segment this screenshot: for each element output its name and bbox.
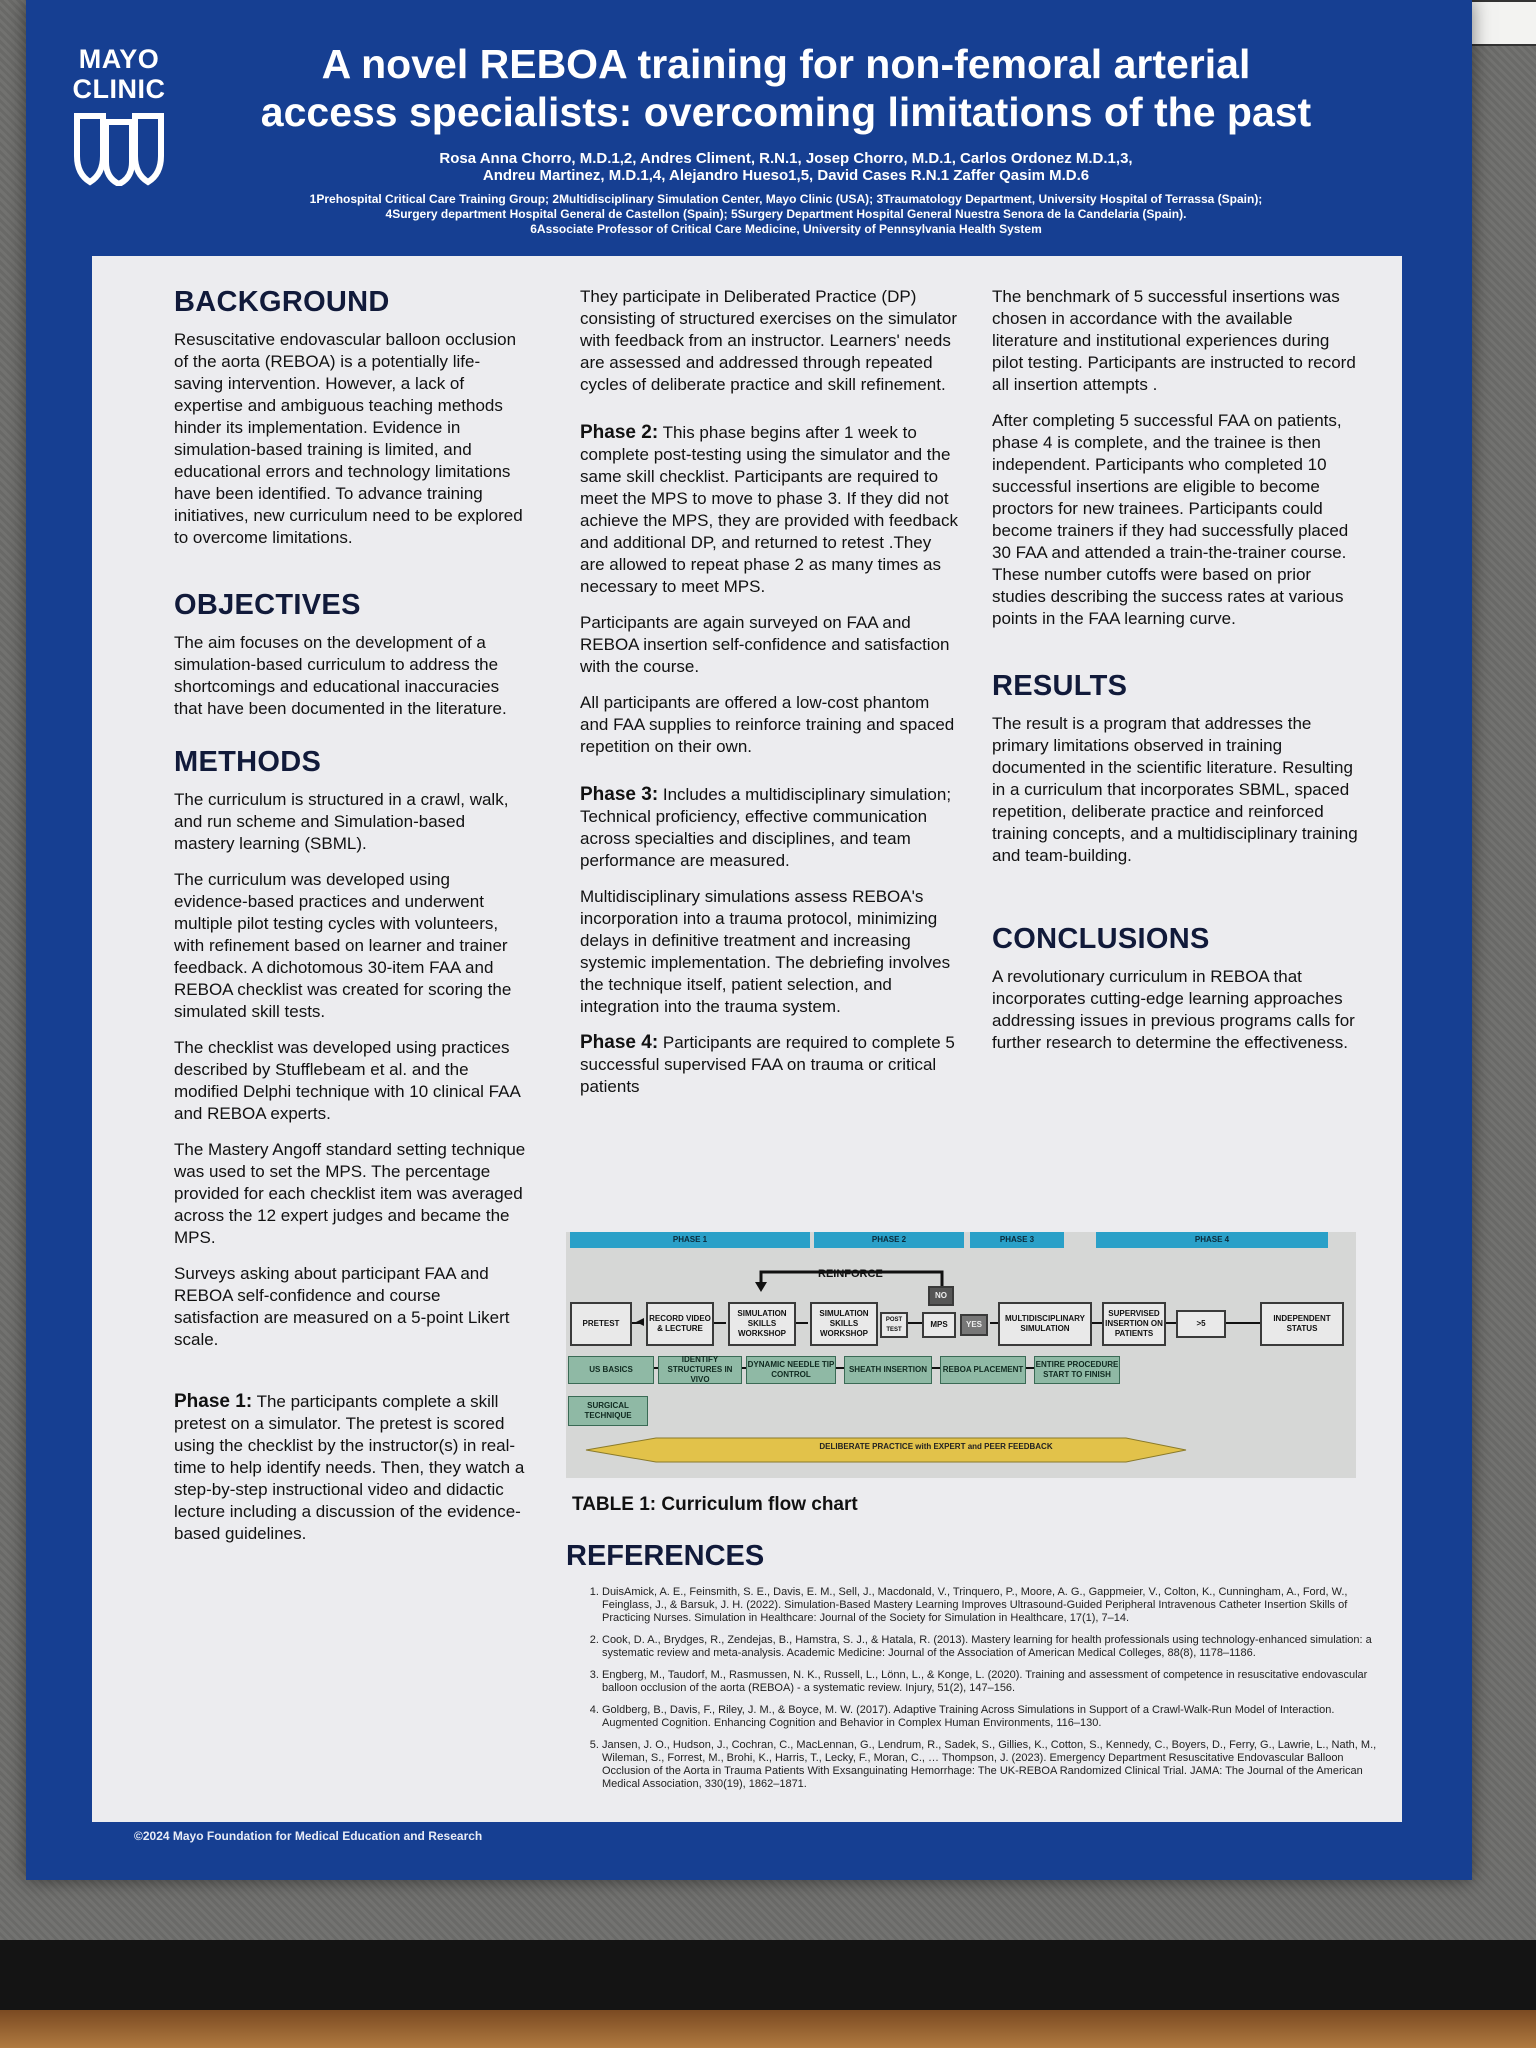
methods-p2: The curriculum was developed using evidence-based practices and underwent multiple pilot testing cycles with volunteers, with refinement based on learner and trainer feedback. A dichotomous 30-item FAA and REBOA checklist was created for scoring the simulated skill tests. [174, 870, 512, 1021]
poster [26, 0, 1472, 1880]
affiliations [166, 192, 1406, 237]
reference-item: 3. Engberg, M., Taudorf, M., Rasmussen, N. K., Russell, L., Lönn, L., & Konge, L. (2020). Training and assessment of competence in resuscitative endovascular balloon occlusion of the aorta (REBOA) - a systematic review. Injury, 51(2), 147–156. [602, 1669, 1392, 1695]
results-heading: RESULTS [992, 670, 1128, 702]
col3-p2: After completing 5 successful FAA on patients, phase 4 is complete, and the trainee is then independent. Participants who completed 10 successful insertions are eligible to become proctors for new trainees. Participants could become trainers if they had successfully placed 30 FAA and attended a train-the-trainer course. These number cutoffs were based on prior studies describing the success rates at various points in the FAA learning curve. [992, 411, 1349, 628]
deliberate-practice-label: DELIBERATE PRACTICE with EXPERT and PEER FEEDBACK [819, 1442, 1053, 1451]
flow-yes: YES [960, 1314, 988, 1336]
methods-p5: Surveys asking about participant FAA and REBOA self-confidence and course satisfaction are measured on a 5-point Likert scale. [174, 1264, 510, 1349]
title-line1: A novel REBOA training for non-femoral arterial [321, 41, 1251, 87]
phase4-text: Participants are required to complete 5 successful supervised FAA on trauma or critical patients [580, 1033, 955, 1096]
methods-p1: The curriculum is structured in a crawl, walk, and run scheme and Simulation-based mastery learning (SBML). [174, 790, 509, 853]
phase4-label: Phase 4: [580, 1032, 659, 1053]
phase-1-bar: PHASE 1 [570, 1232, 810, 1248]
title-line2: access specialists: overcoming limitations of the past [260, 89, 1312, 135]
phase2-paragraph [580, 422, 960, 598]
column-3 [992, 286, 1362, 1068]
methods-p3: The checklist was developed using practices described by Stufflebeam et al. and the modified Delphi technique with 10 clinical FAA and REBOA experts. [174, 1038, 520, 1123]
reference-item: 5. Jansen, J. O., Hudson, J., Cochran, C., MacLennan, G., Lendrum, R., Sadek, S., Gillies, K., Cotton, S., Kennedy, C., Boyers, D., Ferry, G., Lawrie, L., Nath, M., Wileman, S., Forrest, M., Brohi, K., Harris, T., Lecky, F., Moran, C., … Thompson, J. (2023). Emergency Department Resuscitative Endovascular Balloon Occlusion of the Aorta in Trauma Patients With Exsanguinating Hemorrhage: The UK-REBOA Randomized Clinical Trial. JAMA: The Journal of the American Medical Association, 330(19), 1862–1871. [602, 1739, 1392, 1791]
flow-pretest: PRETEST [570, 1302, 632, 1346]
col2-p1: They participate in Deliberated Practice (DP) consisting of structured exercises on the simulator with feedback from an instructor. Learners' needs are assessed and addressed through repeated cycles of deliberate practice and skill refinement. [580, 287, 958, 394]
background-text: Resuscitative endovascular balloon occlusion of the aorta (REBOA) is a potentially life-saving intervention. However, a lack of expertise and ambiguous teaching methods hinder its implementation. Evidence in simulation-based training is limited, and educational errors and technology limitations have been identified. To advance training initiatives, new curriculum need to be explored to overcome limitations. [174, 330, 523, 547]
column-1 [174, 286, 526, 1559]
methods-heading: METHODS [174, 746, 322, 778]
authors-line2: Andreu Martinez, M.D.1,4, Alejandro Hueso1,5, David Cases R.N.1 Zaffer Qasim M.D.6 [482, 167, 1090, 184]
affiliation-line3: 6Associate Professor of Critical Care Medicine, University of Pennsylvania Health System [530, 222, 1042, 236]
flow-sim-workshop-1: SIMULATION SKILLS WORKSHOP [728, 1302, 796, 1346]
flow-independent: INDEPENDENT STATUS [1260, 1302, 1344, 1346]
methods-p4: The Mastery Angoff standard setting technique was used to set the MPS. The percentage provided for each checklist item was averaged across the 12 expert judges and became the MPS. [174, 1140, 526, 1247]
authors [186, 150, 1386, 184]
skill-needle-tip: DYNAMIC NEEDLE TIP CONTROL [746, 1356, 836, 1384]
phase-4-bar: PHASE 4 [1096, 1232, 1328, 1248]
board-frame [0, 1940, 1536, 2010]
objectives-heading: OBJECTIVES [174, 589, 361, 621]
poster-title [186, 40, 1386, 136]
logo-line2: CLINIC [72, 74, 166, 104]
skill-identify-structures: IDENTIFY STRUCTURES IN VIVO [658, 1356, 742, 1384]
flow-mps: MPS [922, 1312, 956, 1338]
col2-p2: Participants are again surveyed on FAA and REBOA insertion self-confidence and satisfaction with the course. [580, 613, 950, 676]
reference-item: 1. DuisAmick, A. E., Feinsmith, S. E., Davis, E. M., Sell, J., Macdonald, V., Trinquero, P., Moore, A. G., Gappmeier, V., Colton, K., Cunningham, A., Ford, W., Feinglass, J., & Barsuk, J. H. (2022). Simulation-Based Mastery Learning Improves Ultrasound-Guided Peripheral Intravenous Catheter Insertion Skills of Practicing Nurses. Simulation in Healthcare: Journal of the Society for Simulation in Healthcare, 17(1), 7–14. [602, 1586, 1392, 1625]
shield-icon [73, 112, 165, 186]
phase1-label: Phase 1: [174, 1391, 253, 1412]
skill-entire-procedure: ENTIRE PROCEDURE START TO FINISH [1034, 1356, 1120, 1384]
flow-posttest: POST TEST [880, 1312, 908, 1338]
authors-line1: Rosa Anna Chorro, M.D.1,2, Andres Climent, R.N.1, Josep Chorro, M.D.1, Carlos Ordonez M.D.1,3, [439, 150, 1133, 167]
skill-reboa-placement: REBOA PLACEMENT [940, 1356, 1026, 1384]
background-heading: BACKGROUND [174, 286, 390, 318]
phase1-text: The participants complete a skill pretest on a simulator. The pretest is scored using the checklist by the instructor(s) in real-time to help identify needs. Then, they watch a step-by-step instructional video and didactic lecture including a discussion of the evidence-based guidelines. [174, 1392, 525, 1543]
affiliation-line2: 4Surgery department Hospital General de Castellon (Spain); 5Surgery Department Hospital General Nuestra Senora de la Candelaria (Spain). [385, 207, 1187, 221]
col2-p3: All participants are offered a low-cost phantom and FAA supplies to reinforce training and spaced repetition on their own. [580, 693, 955, 756]
phase2-text: This phase begins after 1 week to complete post-testing using the simulator and the same skill checklist. Participants are required to meet the MPS to move to phase 3. If they did not achieve the MPS, they are provided with feedback and additional DP, and returned to retest .They are allowed to repeat phase 2 as many times as necessary to meet MPS. [580, 423, 958, 596]
conclusions-heading: CONCLUSIONS [992, 923, 1210, 955]
reference-item: 2. Cook, D. A., Brydges, R., Zendejas, B., Hamstra, S. J., & Hatala, R. (2013). Mastery learning for health professionals using technology-enhanced simulation: a systematic review and meta-analysis. Academic Medicine: Journal of the Association of American Medical Colleges, 88(8), 1178–1186. [602, 1634, 1392, 1660]
skill-us-basics: US BASICS [568, 1356, 654, 1384]
phase3-paragraph [580, 784, 960, 872]
phase2-label: Phase 2: [580, 422, 659, 443]
flow-sim-workshop-2: SIMULATION SKILLS WORKSHOP [810, 1302, 878, 1346]
flow-gt5: >5 [1176, 1310, 1226, 1338]
references-heading: REFERENCES [566, 1540, 765, 1572]
floor [0, 2010, 1536, 2048]
phase4-paragraph [580, 1032, 960, 1098]
phase-3-bar: PHASE 3 [970, 1232, 1064, 1248]
reference-item: 4. Goldberg, B., Davis, F., Riley, J. M., & Boyce, M. W. (2017). Adaptive Training Across Simulations in Support of a Crawl-Walk-Run Model of Interaction. Augmented Cognition. Enhancing Cognition and Behavior in Complex Human Environments, 116–130. [602, 1704, 1392, 1730]
phase-2-bar: PHASE 2 [814, 1232, 964, 1248]
flow-no: NO [928, 1286, 954, 1306]
phase3-label: Phase 3: [580, 784, 659, 805]
mayo-clinic-logo [64, 44, 174, 191]
poster-content [92, 256, 1402, 1822]
copyright: ©2024 Mayo Foundation for Medical Education and Research [134, 1829, 483, 1843]
phase3-text: Includes a multidisciplinary simulation; Technical proficiency, effective communication across specialties and disciplines, and team performance are measured. [580, 785, 952, 870]
skill-surgical: SURGICAL TECHNIQUE [568, 1396, 648, 1426]
skill-sheath: SHEATH INSERTION [844, 1356, 932, 1384]
results-text: The result is a program that addresses the primary limitations observed in training documented in the scientific literature. Resulting in a curriculum that incorporates SBML, spaced repetition, deliberate practice and reinforced training concepts, and a multidisciplinary training and team-building. [992, 714, 1358, 865]
flow-multidisciplinary: MULTIDISCIPLINARY SIMULATION [998, 1302, 1092, 1346]
flow-record-video: RECORD VIDEO & LECTURE [646, 1302, 714, 1346]
phase1-paragraph [174, 1391, 526, 1545]
logo-line1: MAYO [78, 44, 160, 74]
flow-supervised: SUPERVISED INSERTION ON PATIENTS [1102, 1302, 1166, 1346]
column-2 [580, 286, 960, 1112]
table-caption: TABLE 1: Curriculum flow chart [572, 1494, 858, 1515]
reinforce-label: REINFORCE [818, 1268, 883, 1280]
objectives-text: The aim focuses on the development of a simulation-based curriculum to address the shortcomings and educational inaccuracies that have been documented in the literature. [174, 633, 507, 718]
curriculum-flow-chart [566, 1232, 1356, 1478]
col3-p1: The benchmark of 5 successful insertions was chosen in accordance with the available literature and institutional experiences during pilot testing. Participants are instructed to record all insertion attempts . [992, 287, 1356, 394]
conclusions-text: A revolutionary curriculum in REBOA that incorporates cutting-edge learning approaches addressing issues in previous programs calls for further research to determine the effectiveness. [992, 967, 1355, 1052]
col2-p4: Multidisciplinary simulations assess REBOA's incorporation into a trauma protocol, minimizing delays in definitive treatment and increasing systemic implementation. The debriefing involves the technique itself, patient selection, and integration into the trauma system. [580, 887, 951, 1016]
affiliation-line1: 1Prehospital Critical Care Training Group; 2Multidisciplinary Simulation Center, Mayo Clinic (USA); 3Traumatology Department, University Hospital of Terrassa (Spain); [309, 192, 1263, 206]
references-list [576, 1586, 1392, 1800]
